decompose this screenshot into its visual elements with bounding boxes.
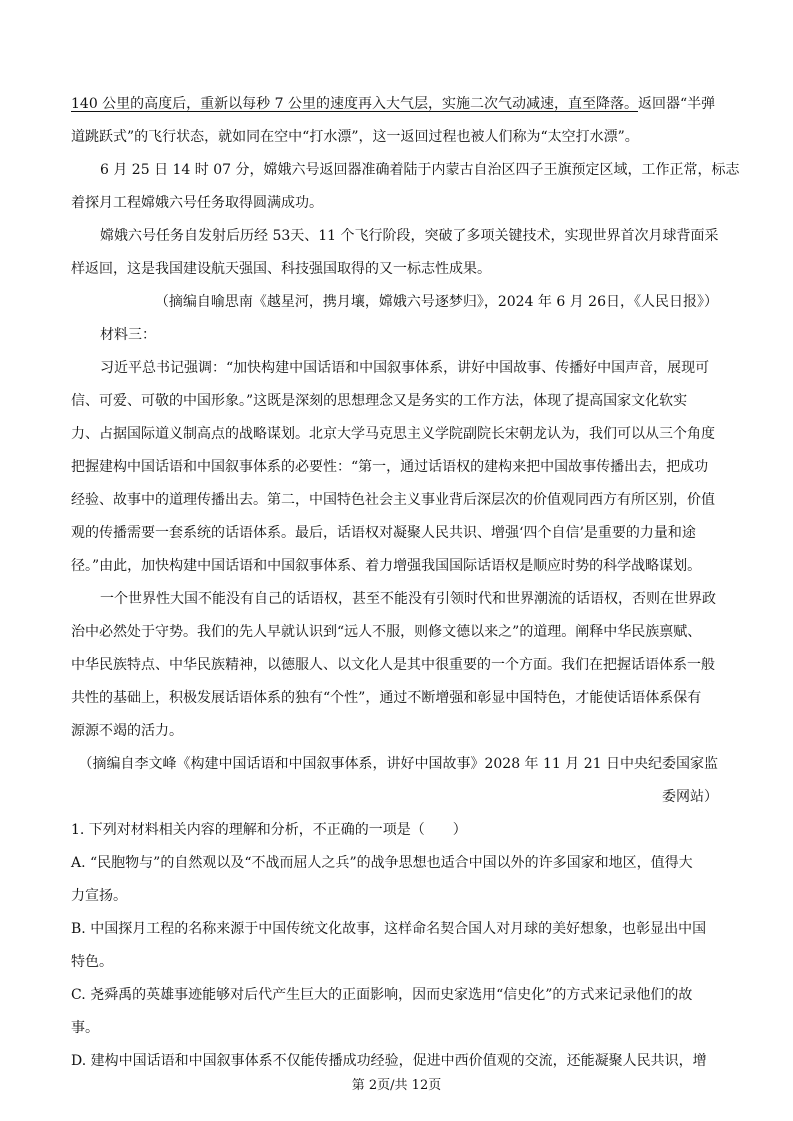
paragraph-line: 道跳跃式”的飞行状态，就如同在空中“打水漂”，这一返回过程也被人们称为“太空打水漂”。 — [71, 129, 639, 145]
paragraph-line: 力、占据国际道义制高点的战略谋划。北京大学马克思主义学院副院长宋朝龙认为，我们可以从三个角度 — [71, 426, 715, 442]
option-c-continued: 事。 — [71, 1020, 99, 1036]
paragraph-line: 径。”由此，加快构建中国话语和中国叙事体系、着力增强我国国际话语权是顺应时势的科学战略谋划。 — [71, 558, 702, 574]
paragraph-line: 嫦娥六号任务自发射后历经 53天、11 个飞行阶段，突破了多项关键技术，实现世界首次月球背面采 — [100, 228, 719, 244]
paragraph-line: 6 月 25 日 14 时 07 分，嫦娥六号返回器准确着陆于内蒙古自治区四子王旗预定区域，工作正常，标志 — [100, 162, 740, 178]
option-c: C. 尧舜禹的英雄事迹能够对后代产生巨大的正面影响，因而史家选用“信史化”的方式来记录他们的故 — [71, 987, 693, 1003]
question-stem: 1. 下列对材料相关内容的理解和分析，不正确的一项是（ ） — [71, 822, 467, 838]
source-citation: （摘编自李文峰《构建中国话语和中国叙事体系，讲好中国故事》2028 年 11 月 21 日中央纪委国家监 — [78, 756, 718, 772]
paragraph-line: 治中必然处于守势。我们的先人早就认识到“远人不服，则修文德以来之”的道理。阐释中华民族禀赋、 — [71, 624, 702, 640]
option-d: D. 建构中国话语和中国叙事体系不仅能传播成功经验，促进中西价值观的交流，还能凝聚人民共识，增 — [71, 1053, 707, 1069]
section-heading: 材料三： — [100, 327, 156, 343]
paragraph-line: 一个世界性大国不能没有自己的话语权，甚至不能没有引领时代和世界潮流的话语权，否则在世界政 — [100, 591, 716, 607]
underlined-text: 140 公里的高度后，重新以每秒 7 公里的速度再入大气层，实施二次气动减速，直至降落。 — [71, 96, 638, 112]
paragraph-line: 把握建构中国话语和中国叙事体系的必要性：“第一，通过话语权的建构来把中国故事传播出去，把成功 — [71, 459, 709, 475]
paragraph-line: 样返回，这是我国建设航天强国、科技强国取得的又一标志性成果。 — [71, 261, 491, 277]
paragraph-line: 中华民族特点、中华民族精神，以德服人、以文化人是其中很重要的一个方面。我们在把握话语体系一般 — [71, 657, 715, 673]
paragraph-line — [71, 94, 715, 114]
paragraph-line: 习近平总书记强调：“加快构建中国话语和中国叙事体系，讲好中国故事、传播好中国声音，展现可 — [100, 360, 710, 376]
paragraph-line: 观的传播需要一套系统的话语体系。最后，话语权对凝聚人民共识、增强‘四个自信’是重要的力量和途 — [71, 525, 696, 541]
text-span: 返回器“半弹 — [637, 96, 716, 112]
option-b-continued: 特色。 — [71, 954, 113, 970]
source-citation: 委网站） — [662, 789, 718, 805]
paragraph-line: 着探月工程嫦娥六号任务取得圆满成功。 — [71, 195, 323, 211]
paragraph-line: 信、可爱、可敬的中国形象。”这既是深刻的思想理念又是务实的工作方法，体现了提高国家文化软实 — [71, 393, 688, 409]
paragraph-line: 源源不竭的活力。 — [71, 723, 183, 739]
source-citation: （摘编自喻思南《越星河，携月壤，嫦娥六号逐梦归》，2024 年 6 月 26日，《人民日报》） — [154, 294, 718, 310]
paragraph-line: 共性的基础上，积极发展话语体系的独有“个性”，通过不断增强和彰显中国特色，才能使话语体系保有 — [71, 690, 702, 706]
paragraph-line: 经验、故事中的道理传播出去。第二，中国特色社会主义事业背后深层次的价值观同西方有所区别，价值 — [71, 492, 715, 508]
option-b: B. 中国探月工程的名称来源于中国传统文化故事，这样命名契合国人对月球的美好想象，也彰显出中国 — [71, 921, 707, 937]
option-a: A. “民胞物与”的自然观以及“不战而屈人之兵”的战争思想也适合中国以外的许多国家和地区，值得大 — [71, 855, 693, 871]
option-a-continued: 力宣扬。 — [71, 888, 127, 904]
page-number: 第 2页/共 12页 — [351, 1078, 442, 1093]
